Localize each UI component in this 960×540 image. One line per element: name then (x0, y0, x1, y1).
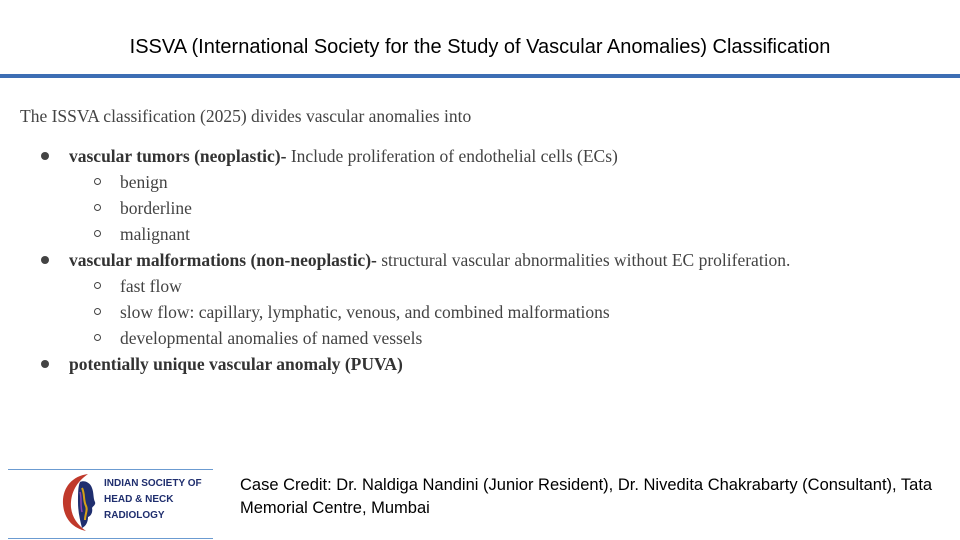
filled-bullet-icon (41, 360, 49, 368)
item-heading: potentially unique vascular anomaly (PUVA) (69, 354, 403, 374)
slide-title: ISSVA (International Society for the Study of Vascular Anomalies) Classification (129, 36, 831, 58)
list-item-vascular-malformations (20, 247, 820, 351)
list-item-puva (20, 351, 820, 377)
item-description: Include proliferation of endothelial cells (ECs) (286, 146, 618, 166)
sub-item-label: borderline (120, 198, 192, 218)
sub-list (69, 273, 820, 351)
logo-line: RADIOLOGY (104, 510, 165, 521)
sub-item-label: benign (120, 172, 168, 192)
item-heading: vascular tumors (neoplastic)- (69, 146, 287, 166)
sub-item (69, 195, 820, 221)
filled-bullet-icon (41, 152, 49, 160)
society-logo (58, 470, 218, 536)
sub-item-label: fast flow (120, 276, 182, 296)
intro-text: The ISSVA classification (2025) divides vascular anomalies into (20, 106, 472, 126)
sub-item (69, 299, 820, 325)
hollow-bullet-icon (94, 178, 101, 185)
sub-item-label: slow flow: capillary, lymphatic, venous, and combined malformations (120, 302, 610, 322)
hollow-bullet-icon (94, 282, 101, 289)
slide-body (20, 103, 820, 377)
sub-item (69, 169, 820, 195)
sub-list (69, 169, 820, 247)
logo-wordmark (104, 476, 224, 524)
sub-item (69, 273, 820, 299)
item-description: structural vascular abnormalities without EC proliferation. (376, 250, 791, 270)
list-item-vascular-tumors (20, 143, 820, 247)
hollow-bullet-icon (94, 334, 101, 341)
hollow-bullet-icon (94, 204, 101, 211)
sub-item (69, 221, 820, 247)
title-divider (0, 74, 960, 78)
sub-item-label: malignant (120, 224, 190, 244)
case-credit: Case Credit: Dr. Naldiga Nandini (Junior Resident), Dr. Nivedita Chakrabarty (Consultant), Tata Memorial Centre, Mumbai (240, 476, 933, 517)
sub-item (69, 325, 820, 351)
sub-item-label: developmental anomalies of named vessels (120, 328, 423, 348)
hollow-bullet-icon (94, 308, 101, 315)
logo-divider-bottom (8, 538, 213, 539)
logo-line: INDIAN SOCIETY OF (104, 478, 202, 489)
filled-bullet-icon (41, 256, 49, 264)
classification-list (20, 143, 820, 377)
head-neck-emblem-icon (58, 470, 102, 534)
logo-line: HEAD & NECK (104, 494, 174, 505)
item-heading: vascular malformations (non-neoplastic)- (69, 250, 377, 270)
hollow-bullet-icon (94, 230, 101, 237)
